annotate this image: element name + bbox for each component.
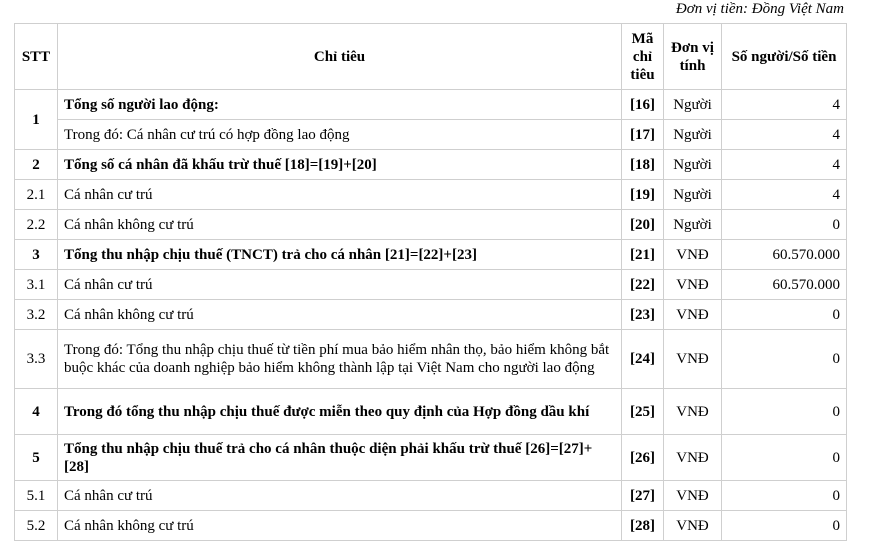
row-code: [17] bbox=[622, 120, 664, 150]
table-row bbox=[15, 511, 847, 541]
header-don-vi-tinh: Đơn vị tính bbox=[664, 24, 722, 90]
row-unit: VNĐ bbox=[664, 389, 722, 435]
row-value: 0 bbox=[722, 210, 847, 240]
row-stt: 2.1 bbox=[15, 180, 58, 210]
row-unit: VNĐ bbox=[664, 330, 722, 389]
row-code: [27] bbox=[622, 481, 664, 511]
row-unit: Người bbox=[664, 210, 722, 240]
table-row bbox=[15, 90, 847, 120]
row-stt: 3.3 bbox=[15, 330, 58, 389]
row-value: 0 bbox=[722, 511, 847, 541]
row-unit: VNĐ bbox=[664, 481, 722, 511]
row-stt: 4 bbox=[15, 389, 58, 435]
row-code: [22] bbox=[622, 270, 664, 300]
row-stt: 3 bbox=[15, 240, 58, 270]
row-description: Tổng số cá nhân đã khấu trừ thuế [18]=[19]+[20] bbox=[58, 150, 622, 180]
header-stt: STT bbox=[15, 24, 58, 90]
row-code: [21] bbox=[622, 240, 664, 270]
row-unit: Người bbox=[664, 90, 722, 120]
row-code: [18] bbox=[622, 150, 664, 180]
row-unit: VNĐ bbox=[664, 270, 722, 300]
row-code: [16] bbox=[622, 90, 664, 120]
row-code: [26] bbox=[622, 435, 664, 481]
row-value: 0 bbox=[722, 330, 847, 389]
row-stt: 2.2 bbox=[15, 210, 58, 240]
table-row bbox=[15, 389, 847, 435]
row-value: 60.570.000 bbox=[722, 240, 847, 270]
table-row bbox=[15, 120, 847, 150]
currency-unit-note: Đơn vị tiền: Đồng Việt Nam bbox=[675, 1, 844, 17]
row-value: 4 bbox=[722, 150, 847, 180]
row-stt: 5.1 bbox=[15, 481, 58, 511]
row-code: [24] bbox=[622, 330, 664, 389]
row-value: 60.570.000 bbox=[722, 270, 847, 300]
table-row bbox=[15, 435, 847, 481]
table-row bbox=[15, 180, 847, 210]
row-stt: 3.1 bbox=[15, 270, 58, 300]
row-value: 0 bbox=[722, 389, 847, 435]
row-description: Cá nhân không cư trú bbox=[58, 210, 622, 240]
row-unit: VNĐ bbox=[664, 435, 722, 481]
table-row bbox=[15, 270, 847, 300]
row-unit: VNĐ bbox=[664, 300, 722, 330]
row-value: 0 bbox=[722, 435, 847, 481]
table-row bbox=[15, 210, 847, 240]
row-value: 4 bbox=[722, 180, 847, 210]
tax-report-table bbox=[14, 23, 847, 541]
table-row bbox=[15, 481, 847, 511]
header-row bbox=[15, 24, 847, 90]
row-value: 0 bbox=[722, 481, 847, 511]
row-value: 4 bbox=[722, 90, 847, 120]
row-code: [23] bbox=[622, 300, 664, 330]
header-chi-tieu: Chỉ tiêu bbox=[58, 24, 622, 90]
table-row bbox=[15, 240, 847, 270]
row-description: Trong đó: Tổng thu nhập chịu thuế từ tiền phí mua bảo hiểm nhân thọ, bảo hiểm không bắt buộc khác của doanh nghiệp bảo hiểm không thành lập tại Việt Nam cho người lao động bbox=[58, 330, 622, 389]
header-so-nguoi-so-tien: Số người/Số tiền bbox=[722, 24, 847, 90]
row-description: Tổng thu nhập chịu thuế (TNCT) trả cho cá nhân [21]=[22]+[23] bbox=[58, 240, 622, 270]
row-description: Cá nhân cư trú bbox=[58, 481, 622, 511]
row-description: Cá nhân cư trú bbox=[58, 270, 622, 300]
row-unit: VNĐ bbox=[664, 511, 722, 541]
row-unit: Người bbox=[664, 150, 722, 180]
row-description: Tổng số người lao động: bbox=[58, 90, 622, 120]
row-stt: 5 bbox=[15, 435, 58, 481]
row-code: [25] bbox=[622, 389, 664, 435]
row-stt: 1 bbox=[15, 90, 58, 150]
row-description: Trong đó: Cá nhân cư trú có hợp đồng lao động bbox=[58, 120, 622, 150]
row-stt: 2 bbox=[15, 150, 58, 180]
row-unit: Người bbox=[664, 120, 722, 150]
row-code: [20] bbox=[622, 210, 664, 240]
row-description: Cá nhân không cư trú bbox=[58, 300, 622, 330]
row-value: 4 bbox=[722, 120, 847, 150]
table-row bbox=[15, 150, 847, 180]
table-row bbox=[15, 300, 847, 330]
row-description: Tổng thu nhập chịu thuế trả cho cá nhân thuộc diện phải khấu trừ thuế [26]=[27]+[28] bbox=[58, 435, 622, 481]
row-unit: VNĐ bbox=[664, 240, 722, 270]
row-stt: 3.2 bbox=[15, 300, 58, 330]
row-description: Trong đó tổng thu nhập chịu thuế được miễn theo quy định của Hợp đồng dầu khí bbox=[58, 389, 622, 435]
row-code: [28] bbox=[622, 511, 664, 541]
row-value: 0 bbox=[722, 300, 847, 330]
row-description: Cá nhân cư trú bbox=[58, 180, 622, 210]
row-description: Cá nhân không cư trú bbox=[58, 511, 622, 541]
row-unit: Người bbox=[664, 180, 722, 210]
table-row bbox=[15, 330, 847, 389]
row-stt: 5.2 bbox=[15, 511, 58, 541]
row-code: [19] bbox=[622, 180, 664, 210]
header-ma-chi-tieu: Mã chỉ tiêu bbox=[622, 24, 664, 90]
